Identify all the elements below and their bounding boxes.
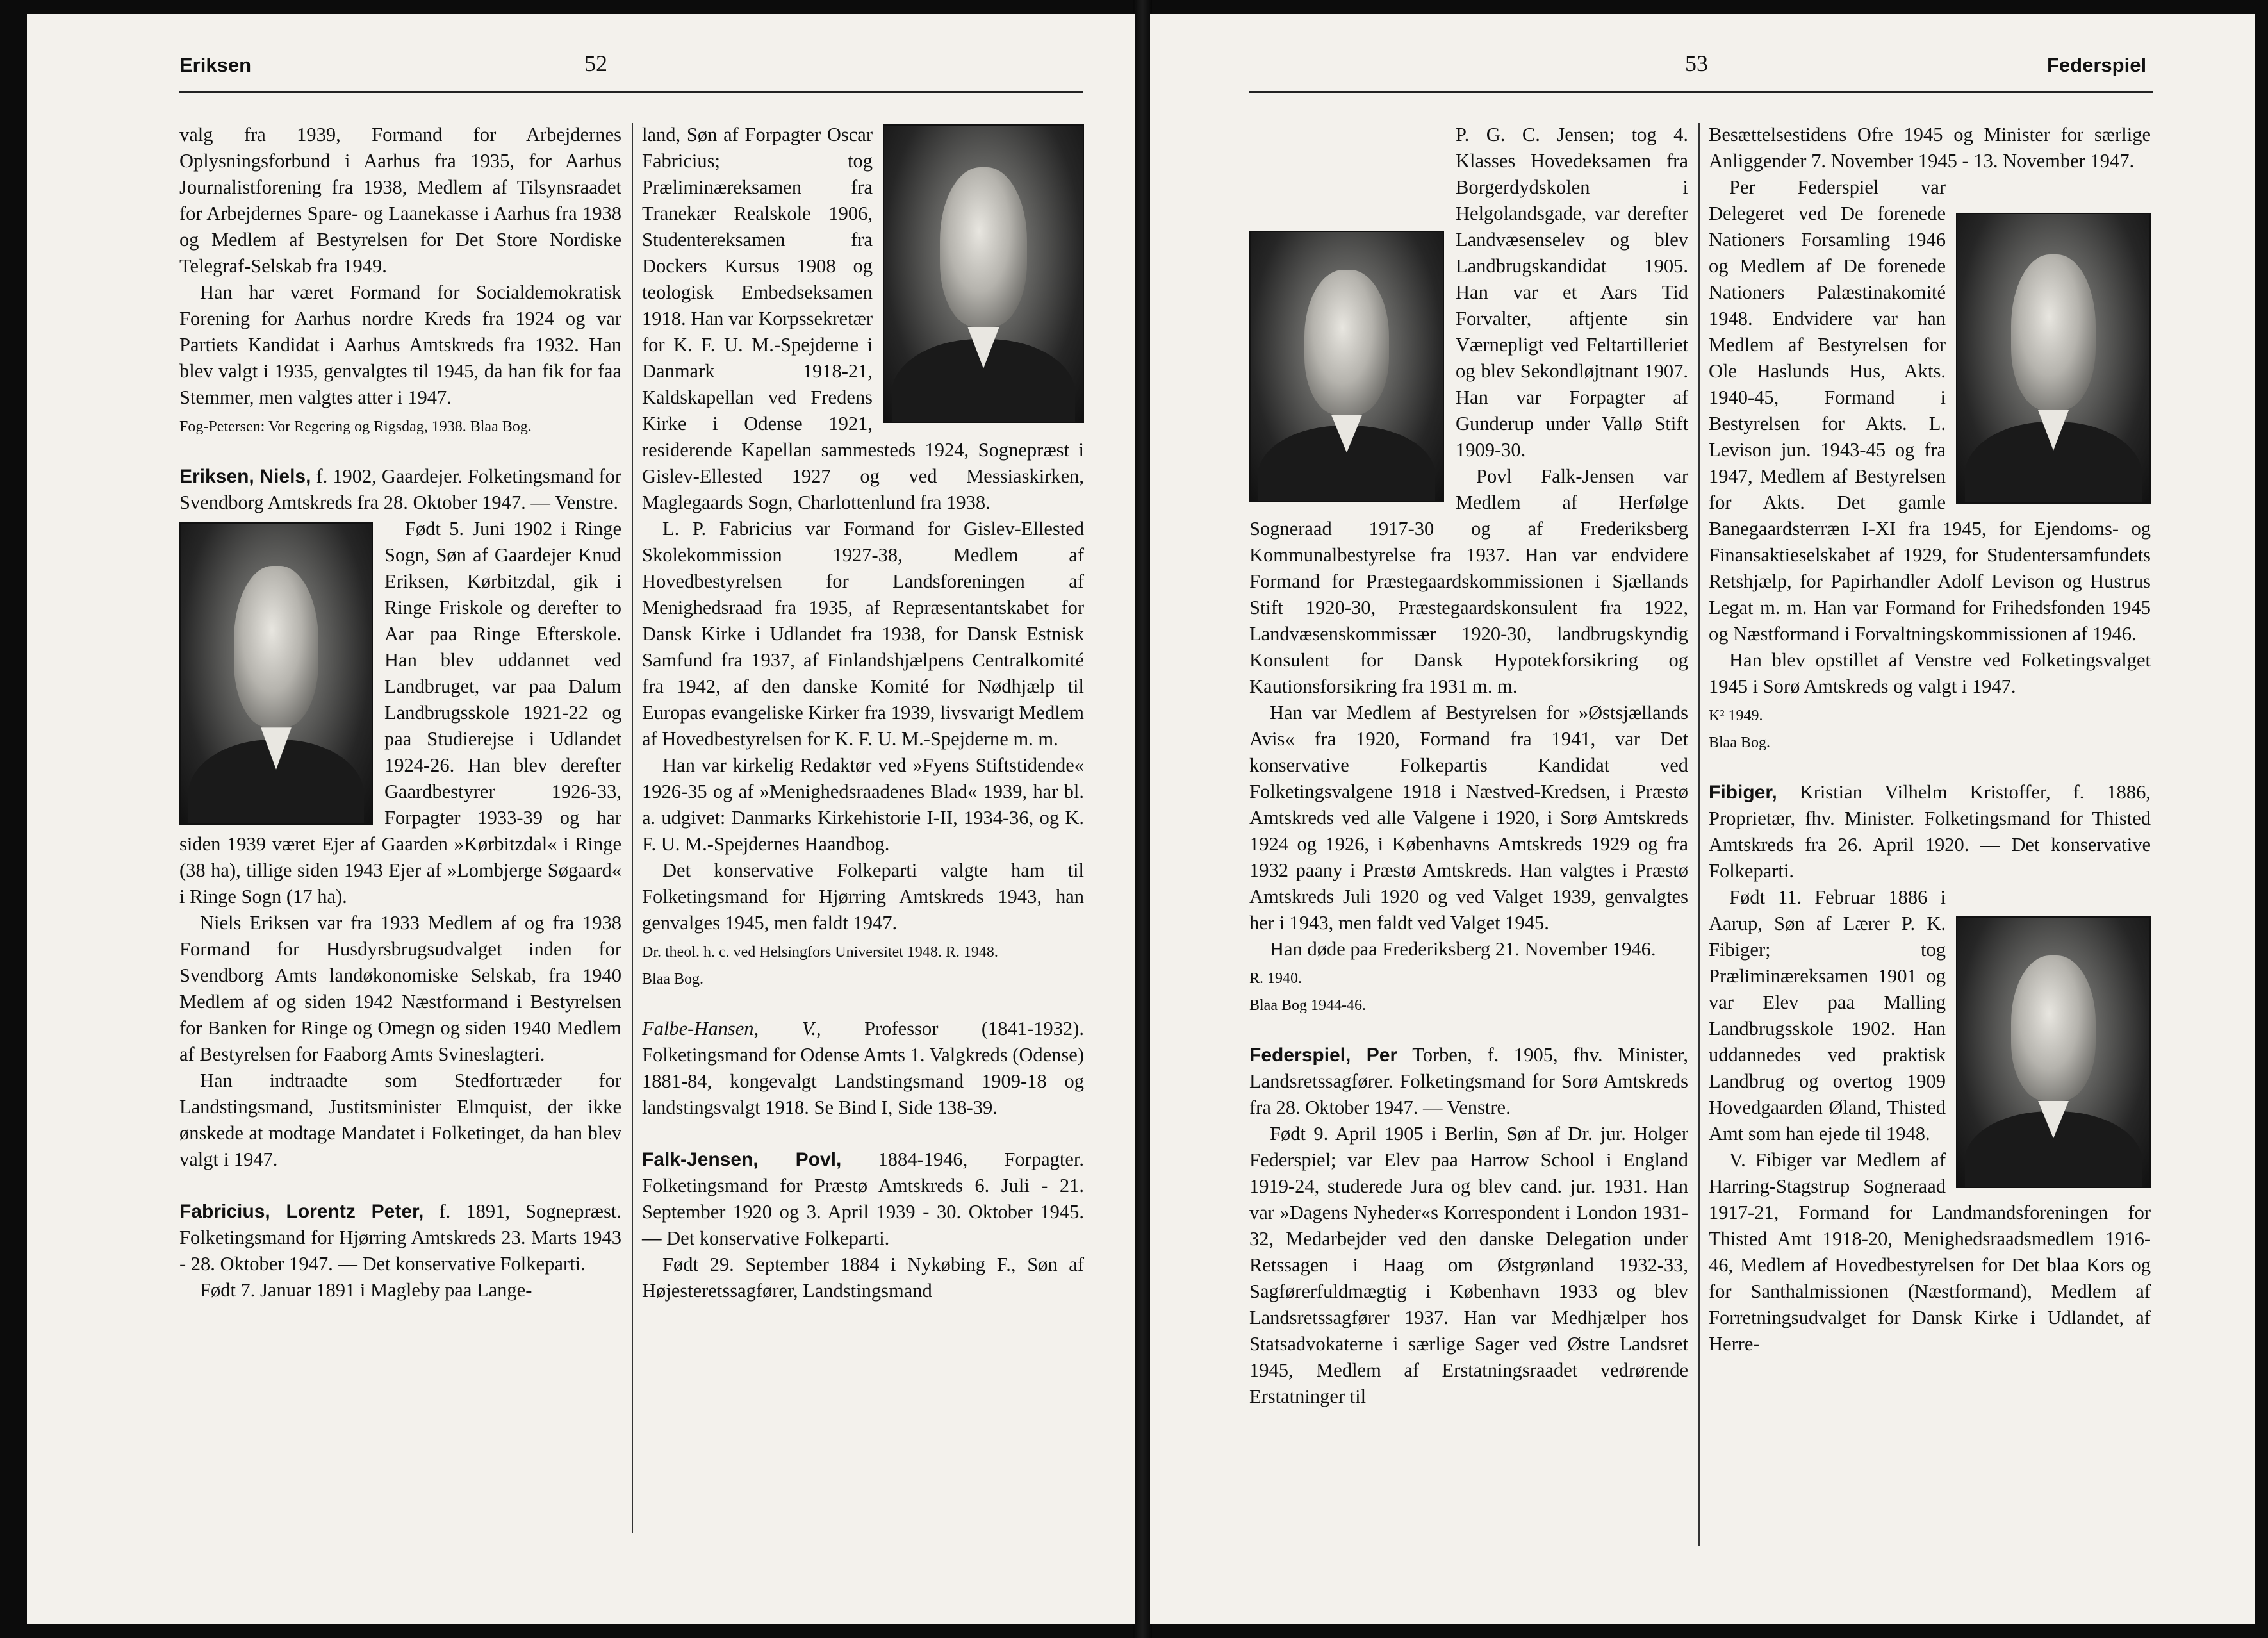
- running-head: Eriksen: [179, 54, 252, 76]
- entry-name: Falk-Jensen, Povl,: [642, 1149, 842, 1170]
- portrait-povl-falk-jensen: [1249, 231, 1444, 502]
- entry-summary: Kristian Vilhelm Kristoffer, f. 1886, Proprietær, fhv. Minister. Folketingsmand for Thisted Amtskreds fra 26. April 1920. — Det konservative Folkeparti.: [1709, 781, 2151, 882]
- paragraph: Født 7. Januar 1891 i Magleby paa Lange-: [200, 1279, 532, 1301]
- entry-name: Eriksen, Niels,: [179, 466, 311, 487]
- paragraph: land, Søn af Forpagter Oscar Fabricius; tog Præliminæreksamen fra Tranekær Realskole 1906, Studentereksamen fra Dockers Kursus 1908 og teologisk Embedseksamen 1918. Han var Korpssekretær for K. F. U. M.-Spejderne i Danmark 1918-21, Kaldskapellan ved Fredens Kirke i Odense 1921, residerende Kapellan sammesteds 1924, Sognepræst i Gislev-Ellested 1927 og ved Messiaskirken, Maglegaards Sogn, Charlottenlund fra 1938.: [642, 124, 1084, 513]
- entry-summary: Professor (1841-1932). Folketingsmand for Odense Amts 1. Valgkreds (Odense) 1881-84, kongevalgt Landstingsmand 1909-18 og landstingsvalgt 1918. Se Bind I, Side 138-39.: [642, 1018, 1084, 1118]
- paragraph: Han indtraadte som Stedfortræder for Landstingsmand, Justitsminister Elmquist, der ikke ønskede at modtage Mandatet i Folketinget, da han blev valgt i 1947.: [179, 1070, 621, 1170]
- reference-note: Dr. theol. h. c. ved Helsingfors Universitet 1948. R. 1948.: [642, 944, 998, 961]
- paragraph: Han har været Formand for Socialdemokratisk Forening for Aarhus nordre Kreds fra 1924 og var Partiets Kandidat i Aarhus Amtskreds fra 1932. Han blev valgt i 1935, genvalgtes til 1945, da han fik for faa Stemmer, men valgtes atter i 1947.: [179, 281, 621, 408]
- left-header: [27, 45, 1135, 96]
- right-column-2: [1709, 122, 2151, 1357]
- entry-heading-fibiger: [1709, 779, 2151, 884]
- portrait-face: [2011, 254, 2096, 410]
- column-rule: [1698, 123, 1700, 1546]
- left-page: [27, 14, 1135, 1624]
- paragraph: Povl Falk-Jensen var Medlem af Herfølge Sogneraad 1917-30 og af Frederiksberg Kommunalbestyrelse fra 1937. Han var endvidere Formand for Præstegaardskommissionen i Sjællands Stift 1920-30, Præstegaardskonsulent fra 1922, Landvæsenskommissær 1920-30, landbrugskyndig Konsulent for Dansk Hypotekforsikring og Kautionsforsikring fra 1931 m. m.: [1249, 465, 1688, 697]
- entry-heading-falk-jensen: [642, 1146, 1084, 1252]
- reference-note: R. 1940.: [1249, 970, 1302, 987]
- portrait-face: [2011, 956, 2096, 1101]
- right-column-1: [1249, 122, 1688, 1410]
- entry-summary: Torben, f. 1905, fhv. Minister, Landsretssagfører. Folketingsmand for Sorø Amtskreds fra 28. Oktober 1947. — Venstre.: [1249, 1044, 1688, 1118]
- entry-heading-eriksen: [179, 463, 621, 516]
- paragraph: Født 11. Februar 1886 i Aarup, Søn af Lærer P. K. Fibiger; tog Præliminæreksamen 1901 og var Elev paa Malling Landbrugsskole 1902. Han uddannedes ved praktisk Landbrug og overtog 1909 Hovedgaarden Øland, Thisted Amt som han ejede til 1948.: [1709, 886, 1946, 1145]
- entry-name: Falbe-Hansen, V.,: [642, 1018, 821, 1039]
- reference-note: K² 1949.: [1709, 707, 1763, 724]
- left-column-1: [179, 122, 621, 1303]
- paragraph: Født 29. September 1884 i Nykøbing F., Søn af Højesteretssagfører, Landstingsmand: [642, 1253, 1084, 1302]
- paragraph: Født 5. Juni 1902 i Ringe Sogn, Søn af Gaardejer Knud Eriksen, Kørbitzdal, gik i Ringe Friskole og derefter to Aar paa Ringe Efterskole. Han blev uddannet ved Landbruget, var paa Dalum Landbrugsskole 1921-22 og paa Studierejse i Udlandet 1924-26. Han blev derefter Gaardbestyrer 1926-33, Forpagter 1933-39 og har siden 1939 været Ejer af Gaarden »Kørbitzdal« i Ringe (38 ha), tillige siden 1943 Ejer af »Lombjerge Søgaard« i Ringe Sogn (17 ha).: [179, 518, 621, 907]
- page-number: 53: [1685, 51, 1708, 76]
- portrait-face: [234, 566, 318, 728]
- right-header: [1150, 45, 2255, 96]
- entry-name: Fabricius, Lorentz Peter,: [179, 1201, 424, 1222]
- paragraph: valg fra 1939, Formand for Arbejdernes Oplysningsforbund i Aarhus fra 1935, for Aarhus Journalistforening fra 1938, Medlem af Tilsynsraadet for Arbejdernes Spare- og Laanekasse i Aarhus fra 1938 og Medlem af Bestyrelsen for Det Store Nordiske Telegraf-Selskab fra 1949.: [179, 124, 621, 277]
- paragraph: Per Federspiel var Delegeret ved De forenede Nationers Forsamling 1946 og Medlem af De forenede Nationers Palæstinakomité 1948. Endvidere var han Medlem af Bestyrelsen for Ole Haslunds Hus, Akts. 1940-45, Formand i Bestyrelsen for Akts. L. Levison jun. 1943-45 og fra 1947, Medlem af Bestyrelsen for Akts. Det gamle Banegaardsterræn I-XI fra 1945, for Ejendoms- og Finansaktieselskabet af 1929, for Studentersamfundets Retshjælp, for Papirhandler Adolf Levison og Hustrus Legat m. m. Han var Formand for Frihedsfonden 1945 og Næstformand i Forvaltningskommissionen af 1946.: [1709, 176, 2151, 645]
- reference-note: Blaa Bog.: [642, 971, 703, 988]
- reference-note: Blaa Bog 1944-46.: [1249, 997, 1366, 1014]
- portrait-face: [1304, 270, 1389, 415]
- entry-heading-fabricius: [179, 1198, 621, 1277]
- paragraph: Niels Eriksen var fra 1933 Medlem af og fra 1938 Formand for Husdyrsbrugsudvalget inden for Svendborg Amts landøkonomiske Selskab, fra 1940 Medlem af og siden 1942 Næstformand i Bestyrelsen for Banken for Ringe og Omegn og siden 1940 Medlem af Bestyrelsen for Faaborg Amts Svineslagteri.: [179, 912, 621, 1065]
- entry-heading-falbe-hansen: [642, 1016, 1084, 1121]
- entry-name: Fibiger,: [1709, 782, 1777, 803]
- paragraph: P. G. C. Jensen; tog 4. Klasses Hovedeksamen fra Borgerdydskolen i Helgolandsgade, var derefter Landvæsenselev og blev Landbrugskandidat 1905. Han var et Aars Tid Forvalter, aftjente sin Værnepligt ved Feltartilleriet og blev Sekondløjtnant 1907. Han var Forpagter af Gunderup under Vallø Stift 1909-30.: [1456, 124, 1688, 461]
- reference-note: Fog-Petersen: Vor Regering og Rigsdag, 1938. Blaa Bog.: [179, 418, 532, 435]
- portrait-lorentz-peter-fabricius: [883, 124, 1084, 423]
- portrait-niels-eriksen: [179, 522, 373, 825]
- entry-summary: f. 1902, Gaardejer. Folketingsmand for Svendborg Amtskreds fra 28. Oktober 1947. — Venstre.: [179, 465, 622, 513]
- reference-note: Blaa Bog.: [1709, 734, 1770, 751]
- book-gutter: [1133, 0, 1152, 1638]
- right-page: [1150, 14, 2255, 1624]
- entry-summary: 1884-1946, Forpagter. Folketingsmand for Præstø Amtskreds 6. Juli - 21. September 1920 og 3. April 1939 - 30. Oktober 1945. — Det konservative Folkeparti.: [642, 1148, 1084, 1249]
- running-head: Federspiel: [2047, 54, 2147, 76]
- header-rule: [1249, 91, 2153, 93]
- portrait-kristian-fibiger: [1956, 916, 2151, 1188]
- paragraph: Det konservative Folkeparti valgte ham til Folketingsmand for Hjørring Amtskreds 1943, han genvalges 1945, men faldt 1947.: [642, 859, 1084, 934]
- portrait-face: [940, 167, 1027, 327]
- paragraph: Han var kirkelig Redaktør ved »Fyens Stiftstidende« 1926-35 og af »Menighedsraadenes Blad« 1939, har bl. a. udgivet: Danmarks Kirkehistorie I-II, 1934-36, og K. F. U. M.-Spejdernes Haandbog.: [642, 754, 1084, 855]
- left-column-2: [642, 122, 1084, 1304]
- paragraph: V. Fibiger var Medlem af Harring-Stagstrup Sogneraad 1917-21, Formand for Landmandsforeningen for Thisted Amt 1918-20, Menighedsraadsmedlem 1916-46, Medlem af Hovedbestyrelsen for Det blaa Kors og for Santhalmissionen (Næstformand), Medlem af Forretningsudvalget for Dansk Kirke i Udlandet, af Herre-: [1709, 1149, 2151, 1355]
- entry-heading-federspiel: [1249, 1042, 1688, 1121]
- portrait-per-federspiel: [1956, 213, 2151, 504]
- paragraph: Han blev opstillet af Venstre ved Folketingsvalget 1945 i Sorø Amtskreds og valgt i 1947.: [1709, 649, 2151, 697]
- entry-name: Federspiel, Per: [1249, 1045, 1398, 1066]
- paragraph: Født 9. April 1905 i Berlin, Søn af Dr. jur. Holger Federspiel; var Elev paa Harrow School i England 1919-24, studerede Jura og blev cand. jur. 1931. Han var »Dagens Nyheder«s Korrespondent i London 1931-32, Medarbejder ved den danske Delegation under Retssagen i Haag om Østgrønland 1932-33, Sagførerfuldmægtig i København 1933 og blev Landsretssagfører 1937. Han var Medhjælper hos Statsadvokaterne i særlige Sager ved Østre Landsret 1945, Medlem af Erstatningsraadet vedrørende Erstatninger til: [1249, 1123, 1688, 1407]
- page-number: 52: [584, 51, 607, 76]
- column-rule: [632, 123, 633, 1533]
- paragraph: L. P. Fabricius var Formand for Gislev-Ellested Skolekommission 1927-38, Medlem af Hovedbestyrelsen for Landsforeningen af Menighedsraad fra 1935, af Repræsentantskabet for Dansk Kirke i Udlandet fra 1938, for Dansk Estnisk Samfund fra 1937, af Finlandshjælpens Centralkomité fra 1942, af den danske Komité for Nødhjælp til Europas evangeliske Kirker fra 1939, livsvarigt Medlem af Hovedbestyrelsen for K. F. U. M.-Spejderne m. m.: [642, 518, 1084, 750]
- paragraph: Besættelsestidens Ofre 1945 og Minister for særlige Anliggender 7. November 1945 - 13. November 1947.: [1709, 124, 2151, 172]
- paragraph: Han døde paa Frederiksberg 21. November 1946.: [1270, 938, 1656, 960]
- header-rule: [179, 91, 1083, 93]
- paragraph: Han var Medlem af Bestyrelsen for »Østsjællands Avis« fra 1920, Formand fra 1941, var Det konservative Folkepartis Kandidat ved Folketingsvalgene 1918 i Næstved-Kredsen, i Præstø Amtskreds ved alle Valgene i 1920, i Sorø Amtskreds 1924 og 1926, i Københavns Amtskreds 1929 og fra 1932 paany i Præstø Amtskreds. Han valgtes i Præstø Amtskreds Juli 1920 og ved Valget 1939, genvalgtes her i 1943, men faldt ved Valget 1945.: [1249, 702, 1688, 934]
- entry-summary: f. 1891, Sognepræst. Folketingsmand for Hjørring Amtskreds 23. Marts 1943 - 28. Oktober 1947. — Det konservative Folkeparti.: [179, 1200, 621, 1275]
